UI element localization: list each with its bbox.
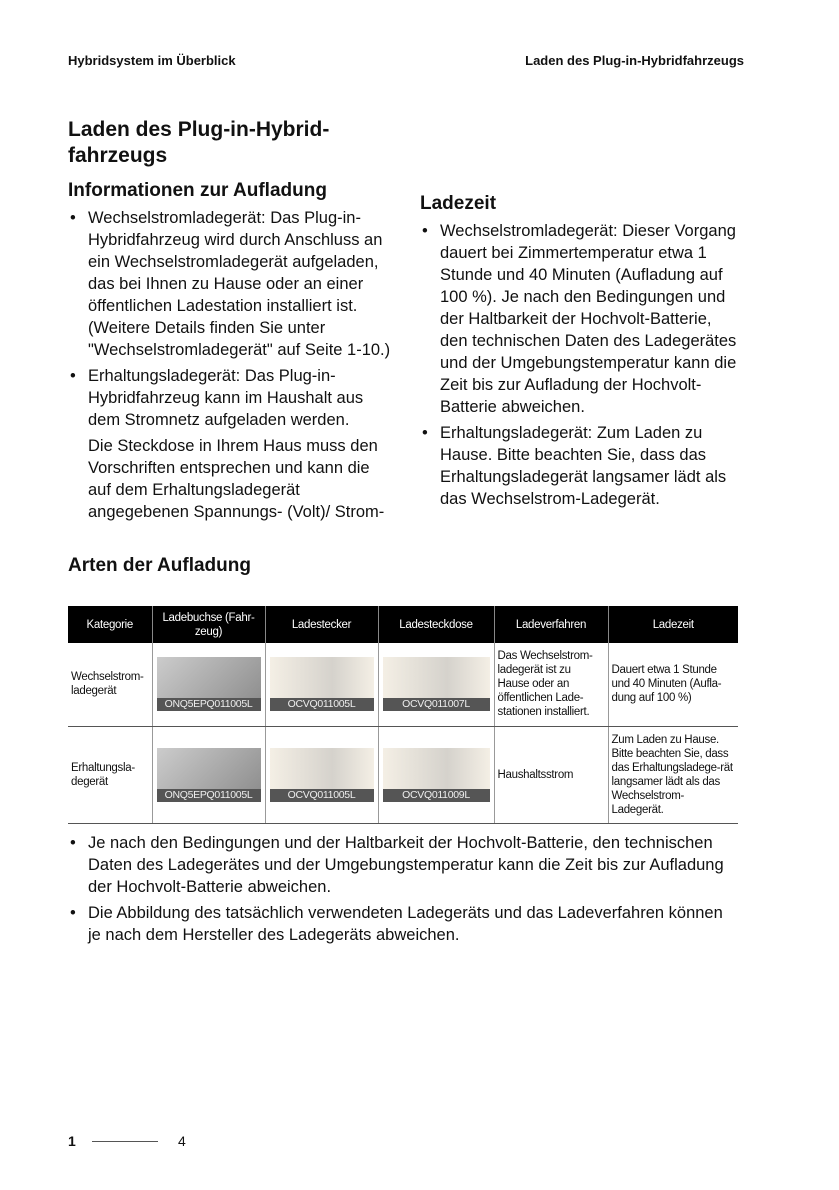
zeit-cell: Zum Laden zu Hause. Bitte beachten Sie, dass das Erhaltungsladege-rät langsamer lädt als das Wechselstrom-Ladegerät. <box>608 726 738 823</box>
image-code: ONQ5EPQ011005L <box>157 789 261 802</box>
image-code: OCVQ011005L <box>270 698 374 711</box>
charging-port-image <box>157 657 261 711</box>
note-bullet: • Die Abbildung des tatsächlich verwendeten Ladegeräts und das Ladeverfahren können je nach dem Hersteller des Ladegeräts abweichen. <box>68 902 733 946</box>
notes <box>68 832 733 950</box>
image-code: OCVQ011007L <box>383 698 490 711</box>
table-row <box>68 726 738 823</box>
info-bullet: • Erhaltungsladegerät: Das Plug-in-Hybridfahrzeug kann im Haushalt aus dem Stromnetz aufgeladen werden. <box>68 365 393 431</box>
charging-port-image <box>157 748 261 802</box>
page-number: 4 <box>178 1133 186 1149</box>
kategorie-cell: Erhaltungsla-degerät <box>68 726 152 823</box>
column-header: Ladezeit <box>608 606 738 643</box>
column-header: Ladebuchse (Fahr-zeug) <box>152 606 265 643</box>
charging-plug-image <box>270 748 374 802</box>
household-socket-image <box>383 748 490 802</box>
image-code: OCVQ011009L <box>383 789 490 802</box>
ladezeit-bullet: • Erhaltungsladegerät: Zum Laden zu Hause. Bitte beachten Sie, dass das Erhaltungsladegerät langsamer lädt als das Wechselstrom-Ladegerät. <box>420 422 742 510</box>
column-header: Ladesteckdose <box>378 606 494 643</box>
info-bullet: • Wechselstromladegerät: Das Plug-in-Hybridfahrzeug wird durch Anschluss an ein Wechselstromladegerät aufgeladen, das bei Ihnen zu Hause oder an einer öffentlichen Ladestation installiert ist. (Weitere Details finden Sie unter "Wechselstromladegerät" auf Seite 1-10.) <box>68 207 393 361</box>
kategorie-cell: Wechselstrom-ladegerät <box>68 643 152 726</box>
table-header-row <box>68 606 738 643</box>
image-code: ONQ5EPQ011005L <box>157 698 261 711</box>
column-header: Ladeverfahren <box>494 606 608 643</box>
table-row <box>68 643 738 726</box>
note-bullet: • Je nach den Bedingungen und der Haltbarkeit der Hochvolt-Batterie, den technischen Daten des Ladegerätes und der Umgebungstemperatur kann die Zeit bis zur Aufladung der Hochvolt-Batterie abweichen. <box>68 832 733 898</box>
left-column <box>68 117 393 527</box>
ladezeit-bullet: • Wechselstromladegerät: Dieser Vorgang dauert bei Zimmertemperatur etwa 1 Stunde und 40 Minuten (Aufladung auf 100 %). Je nach den Bedingungen und der Haltbarkeit der Hochvolt-Batterie, den technischen Daten des Ladegerätes und der Umgebungstemperatur kann die Zeit bis zur Aufladung der Hochvolt-Batterie abweichen. <box>420 220 742 418</box>
info-paragraph-continued <box>440 117 742 183</box>
header-left: Hybridsystem im Überblick <box>68 53 236 68</box>
verfahren-cell: Haushaltsstrom <box>494 726 608 823</box>
right-column <box>420 117 742 514</box>
column-header: Ladestecker <box>265 606 378 643</box>
info-paragraph: Die Steckdose in Ihrem Haus muss den Vorschriften entsprechen und kann die auf dem Erhaltungsladegerät angegebenen Spannungs- (Volt)/ Strom- <box>88 437 385 521</box>
verfahren-cell: Das Wechselstrom-ladegerät ist zu Hause oder an öffentlichen Lade-stationen installiert. <box>494 643 608 726</box>
footer-divider <box>92 1141 158 1142</box>
zeit-cell: Dauert etwa 1 Stunde und 40 Minuten (Aufla-dung auf 100 %) <box>608 643 738 726</box>
arten-heading: Arten der Aufladung <box>68 555 251 576</box>
page-title: Laden des Plug-in-Hybrid-fahrzeugs <box>68 118 330 167</box>
ladezeit-heading: Ladezeit <box>420 193 497 214</box>
header-right: Laden des Plug-in-Hybridfahrzeugs <box>525 53 744 68</box>
charging-socket-image <box>383 657 490 711</box>
info-heading: Informationen zur Aufladung <box>68 180 327 201</box>
column-header: Kategorie <box>68 606 152 643</box>
charging-plug-image <box>270 657 374 711</box>
charging-types-table <box>68 606 738 824</box>
chapter-number: 1 <box>68 1133 76 1149</box>
image-code: OCVQ011005L <box>270 789 374 802</box>
